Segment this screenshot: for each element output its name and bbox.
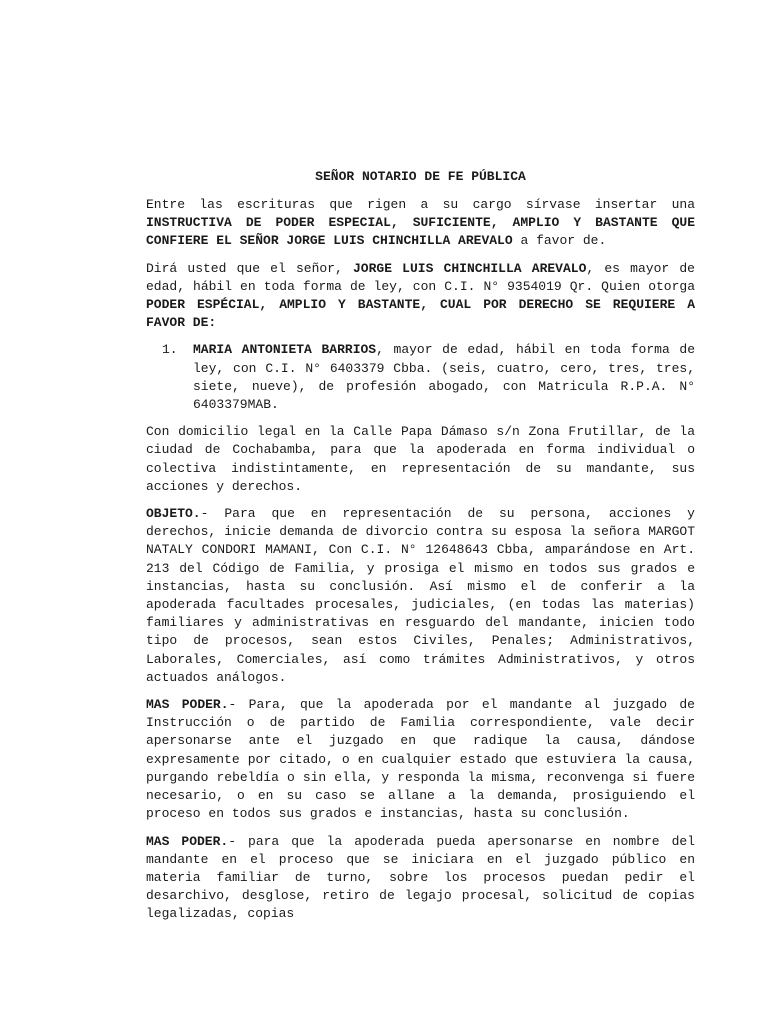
grantor-paragraph [146, 260, 695, 333]
more-power-heading-2: MAS PODER. [146, 833, 229, 849]
grantor-text-1: Dirá usted que el señor, [146, 260, 353, 276]
attorney-details: , mayor de edad, hábil en toda forma de ley, con C.I. N° 6403379 Cbba. (seis, cuatro, cero, tres, tres, siete, nueve), de profesión abogado, con Matricula R.P.A. N° 6403379MAB. [193, 342, 695, 413]
grantor-name: JORGE LUIS CHINCHILLA AREVALO [352, 260, 587, 276]
object-heading: OBJETO. [146, 506, 201, 522]
attorney-name: MARIA ANTONIETA BARRIOS [193, 342, 377, 358]
attorney-list [146, 341, 695, 414]
list-number: 1. [162, 342, 178, 358]
object-paragraph [146, 505, 695, 687]
more-power-text-1: - Para, que la apoderada por el mandante al juzgado de Instrucción o de partido de Familia correspondiente, vale decir apersonarse ante el juzgado en que radique la causa, dándose expresamente por citado, o en cualquier estado que estuviera la causa, purgando rebeldía o sin ella, y responda la misma, reconvenga si fuere necesario, o en su caso se allane a la demanda, prosiguiendo el proceso en todos sus grados e instancias, hasta su conclusión. [146, 697, 695, 822]
list-item [146, 341, 695, 414]
intro-paragraph [146, 196, 695, 251]
grantor-bold-2: PODER ESPÉCIAL, AMPLIO Y BASTANTE, CUAL POR DERECHO SE REQUIERE A FAVOR DE: [146, 297, 695, 331]
domicile-paragraph [146, 423, 695, 496]
document-page [146, 168, 695, 933]
grantor-text-2: , es mayor de edad, hábil en toda forma de ley, con C.I. N° 9354019 Qr. Quien otorga [146, 260, 695, 294]
more-power-text-2: - para que la apoderada pueda apersonarse en nombre del mandante en el proceso que se iniciara en el juzgado público en materia familiar de turno, sobre los procesos puedan pedir el desarchivo, desglose, retiro de legajo procesal, solicitud de copias legalizadas, copias [146, 833, 696, 922]
more-power-paragraph-2 [146, 833, 695, 924]
object-text: - Para que en representación de su persona, acciones y derechos, inicie demanda de divorcio contra su esposa la señora MARGOT NATALY CONDORI MAMANI, Con C.I. N° 12648643 Cbba, amparándose en Art. 213 del Código de Familia, y prosiga el mismo en todos sus grados e instancias, hasta su conclusión. Así mismo el de conferir a la apoderada facultades procesales, judiciales, (en todas las materias) familiares y administrativas en resguardo del mandante, inicien todo tipo de procesos, sean estos Civiles, Penales; Administrativos, Laborales, Comerciales, así como trámites Administrativos, y otros actuados análogos. [146, 506, 695, 685]
document-title: SEÑOR NOTARIO DE FE PÚBLICA [315, 169, 526, 184]
domicile-text: Con domicilio legal en la Calle Papa Dámaso s/n Zona Frutillar, de la ciudad de Cochabamba, para que la apoderada en forma individual o colectiva indistintamente, en representación de su mandante, sus acciones y derechos. [146, 424, 695, 494]
more-power-paragraph-1 [146, 696, 695, 823]
intro-text-1: Entre las escrituras que rigen a su cargo sírvase insertar una [146, 197, 695, 212]
more-power-heading-1: MAS PODER. [146, 697, 229, 713]
intro-text-2: a favor de. [512, 233, 607, 249]
intro-bold-1: INSTRUCTIVA DE PODER ESPECIAL, SUFICIENTE, AMPLIO Y BASTANTE QUE CONFIERE EL SEÑOR JORGE LUIS CHINCHILLA AREVALO [146, 215, 695, 249]
